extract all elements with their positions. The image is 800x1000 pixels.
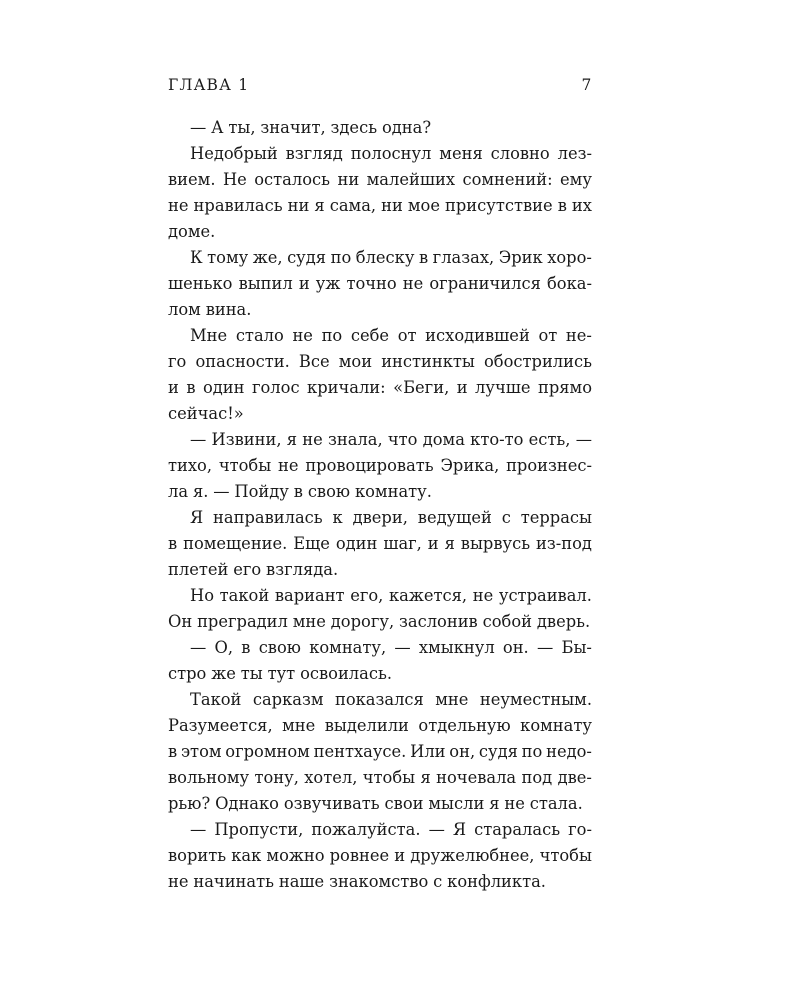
word: пожалуйста. <box>311 820 421 839</box>
word: нравилась <box>193 196 283 215</box>
text-line <box>168 427 592 453</box>
word: плетей <box>168 560 229 579</box>
word: А <box>211 118 224 137</box>
word: Я <box>452 820 467 839</box>
word: — <box>190 118 207 137</box>
word: чтобы <box>362 768 416 787</box>
word: тут <box>267 664 296 683</box>
word: одна? <box>381 118 432 137</box>
word: и <box>168 378 179 397</box>
word: комнату, <box>309 638 387 657</box>
word: Эрика, <box>440 456 500 475</box>
text-line <box>168 141 592 167</box>
word: взгляд <box>285 144 343 163</box>
chapter-title: ГЛАВА 1 <box>168 76 250 94</box>
text-line <box>168 375 592 401</box>
word: пентхаусе. <box>313 742 407 761</box>
word: неуместным. <box>479 690 592 709</box>
word: мое <box>407 196 440 215</box>
word: себе <box>350 326 390 345</box>
word: провоцировать <box>305 456 434 475</box>
word: ты <box>240 664 263 683</box>
text-line <box>168 739 592 765</box>
word: я <box>420 768 431 787</box>
word: лом <box>168 300 201 319</box>
text-line <box>168 557 592 583</box>
word: его, <box>350 586 384 605</box>
word: я. <box>192 482 209 501</box>
word: хоро- <box>547 248 592 267</box>
text-line <box>168 167 592 193</box>
word: в <box>168 742 178 761</box>
word: бока- <box>546 274 592 293</box>
word: наше <box>278 872 325 891</box>
word: помещение. <box>183 534 288 553</box>
word: огромном <box>225 742 310 761</box>
word: Бы- <box>561 638 592 657</box>
word: начинать <box>193 872 274 891</box>
word: сарказм <box>252 690 324 709</box>
word: не <box>472 586 494 605</box>
text-line <box>168 843 592 869</box>
word: он. <box>502 638 529 657</box>
word: вольному <box>168 768 250 787</box>
word: присутствие <box>445 196 553 215</box>
word: не <box>402 274 424 293</box>
word: Но <box>190 586 215 605</box>
word: чтобы <box>539 846 592 865</box>
word: доме. <box>168 222 216 241</box>
word: знакомство <box>329 872 429 891</box>
word: чтобы <box>218 456 272 475</box>
word: ровнее <box>329 846 390 865</box>
text-line <box>168 453 592 479</box>
word: направилась <box>213 508 323 527</box>
word: здесь <box>330 118 378 137</box>
word: преградил <box>197 612 288 631</box>
text-line <box>168 583 592 609</box>
word: ты, <box>228 118 256 137</box>
word: сомнений: <box>462 170 553 189</box>
word: можно <box>266 846 325 865</box>
word: этом <box>180 742 222 761</box>
word: собой <box>482 612 532 631</box>
word: — <box>575 430 592 449</box>
word: опасности. <box>195 352 290 371</box>
word: я <box>444 534 455 553</box>
text-line <box>168 245 592 271</box>
word: тону, <box>254 768 299 787</box>
word: Пропусти, <box>214 820 304 839</box>
word: — <box>190 430 207 449</box>
word: заслонив <box>399 612 478 631</box>
text-line <box>168 713 592 739</box>
text-line <box>168 791 592 817</box>
word: вариант <box>274 586 345 605</box>
word: Такой <box>190 690 242 709</box>
word: из-под <box>535 534 592 553</box>
word: Он <box>168 612 193 631</box>
word: мне <box>435 690 469 709</box>
word: Или <box>410 742 446 761</box>
word: старалась <box>474 820 561 839</box>
word: уж <box>315 274 341 293</box>
text-line <box>168 271 592 297</box>
word: с <box>433 872 443 891</box>
word: выделили <box>324 716 409 735</box>
word: мои <box>338 352 373 371</box>
word: две- <box>557 768 592 787</box>
text-line <box>168 323 592 349</box>
word: дорогу, <box>330 612 395 631</box>
word: О, <box>214 638 234 657</box>
word: по <box>321 326 343 345</box>
word: глазах, <box>432 248 495 267</box>
word: ночевала <box>436 768 517 787</box>
word: в <box>241 638 251 657</box>
text-line <box>168 401 592 427</box>
word: ни <box>337 170 360 189</box>
word: осталось <box>254 170 331 189</box>
word: вырвусь <box>460 534 531 553</box>
word: рью? <box>168 794 211 813</box>
word: — <box>190 820 207 839</box>
word: один <box>335 534 378 553</box>
word: — <box>190 638 207 657</box>
word: свою <box>258 638 301 657</box>
word: что <box>387 430 418 449</box>
word: произнес- <box>506 456 592 475</box>
text-line <box>168 635 592 661</box>
word: по <box>521 742 543 761</box>
word: «Беги, <box>393 378 450 397</box>
word: значит, <box>260 118 326 137</box>
word: лез- <box>557 144 592 163</box>
word: озвучивать <box>283 794 380 813</box>
word: взгляда. <box>266 560 339 579</box>
word: я <box>286 430 298 449</box>
word: я <box>314 196 325 215</box>
word: его <box>233 560 262 579</box>
word: по <box>330 248 352 267</box>
word: не <box>302 430 323 449</box>
text-line <box>168 115 592 141</box>
word: кричали: <box>307 378 386 397</box>
word: Разумеется, <box>168 716 273 735</box>
word: тому <box>207 248 249 267</box>
word: сейчас!» <box>168 404 244 423</box>
word: показался <box>334 690 424 709</box>
word: Однако <box>215 794 279 813</box>
word: мысли <box>428 794 485 813</box>
word: шаг, <box>383 534 422 553</box>
word: к <box>332 508 343 527</box>
word: ни <box>287 196 310 215</box>
word: ни <box>381 196 403 215</box>
word: шенько <box>168 274 233 293</box>
word: не- <box>565 326 592 345</box>
text-line <box>168 297 592 323</box>
word: малейших <box>366 170 455 189</box>
word: и <box>427 534 439 553</box>
running-header <box>168 76 592 104</box>
word: от <box>397 326 417 345</box>
word: блеску <box>355 248 415 267</box>
word: вием. <box>168 170 216 189</box>
word: мне <box>292 612 326 631</box>
word: с <box>501 508 511 527</box>
text-line <box>168 687 592 713</box>
text-line <box>168 609 592 635</box>
word: Все <box>298 352 330 371</box>
word: не <box>168 196 189 215</box>
word: в <box>418 248 429 267</box>
word: Эрик <box>498 248 543 267</box>
word: ворить <box>168 846 227 865</box>
word: судя <box>478 742 518 761</box>
word: свою <box>307 482 351 501</box>
word: обострились <box>484 352 592 371</box>
word: прямо <box>537 378 592 397</box>
word: и <box>394 846 406 865</box>
book-page <box>168 76 592 895</box>
page-number: 7 <box>581 76 592 94</box>
word: от <box>538 326 558 345</box>
word: устраивал. <box>498 586 592 605</box>
word: под <box>521 768 553 787</box>
word: точно <box>346 274 397 293</box>
word: и <box>456 378 468 397</box>
word: го- <box>568 820 592 839</box>
word: не <box>504 794 525 813</box>
word: такой <box>219 586 270 605</box>
word: — <box>213 482 230 501</box>
text-line <box>168 817 592 843</box>
word: стала. <box>529 794 583 813</box>
word: выпил <box>238 274 293 293</box>
word: конфликта. <box>447 872 546 891</box>
word: — <box>394 638 411 657</box>
word: мне <box>282 716 316 735</box>
word: в <box>186 378 196 397</box>
word: ограничился <box>429 274 541 293</box>
word: не <box>168 872 189 891</box>
word: я <box>489 794 500 813</box>
text-line <box>168 479 592 505</box>
text-line <box>168 765 592 791</box>
word: дверь. <box>536 612 591 631</box>
word: их <box>571 196 592 215</box>
word: не <box>292 326 313 345</box>
word: Пойду <box>234 482 289 501</box>
text-line <box>168 349 592 375</box>
word: — <box>536 638 554 657</box>
word: не <box>278 456 299 475</box>
word: комнату <box>520 716 592 735</box>
word: Извини, <box>211 430 282 449</box>
word: он, <box>449 742 476 761</box>
text-line <box>168 219 592 245</box>
word: хмыкнул <box>418 638 495 657</box>
word: недо- <box>546 742 592 761</box>
word: в <box>168 534 178 553</box>
word: в <box>557 196 567 215</box>
word: го <box>168 352 187 371</box>
word: Недобрый <box>190 144 278 163</box>
word: освоилась. <box>300 664 393 683</box>
word: террасы <box>520 508 592 527</box>
word: в <box>293 482 303 501</box>
word: ведущей <box>417 508 492 527</box>
word: исходившей <box>425 326 530 345</box>
word: Я <box>190 508 204 527</box>
word: же <box>211 664 236 683</box>
word: дома <box>422 430 465 449</box>
text-line <box>168 505 592 531</box>
word: отдельную <box>418 716 511 735</box>
word: кажется, <box>389 586 468 605</box>
word: Не <box>222 170 247 189</box>
word: свои <box>384 794 424 813</box>
text-line <box>168 193 592 219</box>
word: Мне <box>190 326 228 345</box>
word: стало <box>235 326 284 345</box>
word: есть, <box>528 430 571 449</box>
word: полоснул <box>350 144 432 163</box>
word: сама, <box>329 196 377 215</box>
word: хотел, <box>304 768 358 787</box>
word: знала, <box>327 430 383 449</box>
word: как <box>231 846 262 865</box>
word: инстинкты <box>381 352 475 371</box>
word: кто-то <box>470 430 524 449</box>
word: судя <box>287 248 327 267</box>
word: К <box>190 248 203 267</box>
word: тихо, <box>168 456 213 475</box>
word: двери, <box>352 508 408 527</box>
word: меня <box>439 144 483 163</box>
word: же, <box>252 248 283 267</box>
text-line <box>168 661 592 687</box>
word: голос <box>251 378 300 397</box>
body-text <box>168 115 592 895</box>
text-line <box>168 531 592 557</box>
word: дружелюбнее, <box>410 846 535 865</box>
word: стро <box>168 664 207 683</box>
word: один <box>202 378 245 397</box>
word: ла <box>168 482 189 501</box>
word: словно <box>490 144 550 163</box>
word: вина. <box>205 300 252 319</box>
word: — <box>428 820 445 839</box>
word: ему <box>560 170 592 189</box>
word: и <box>298 274 310 293</box>
word: лучше <box>475 378 531 397</box>
text-line <box>168 869 592 895</box>
word: Еще <box>293 534 330 553</box>
word: комнату. <box>354 482 432 501</box>
